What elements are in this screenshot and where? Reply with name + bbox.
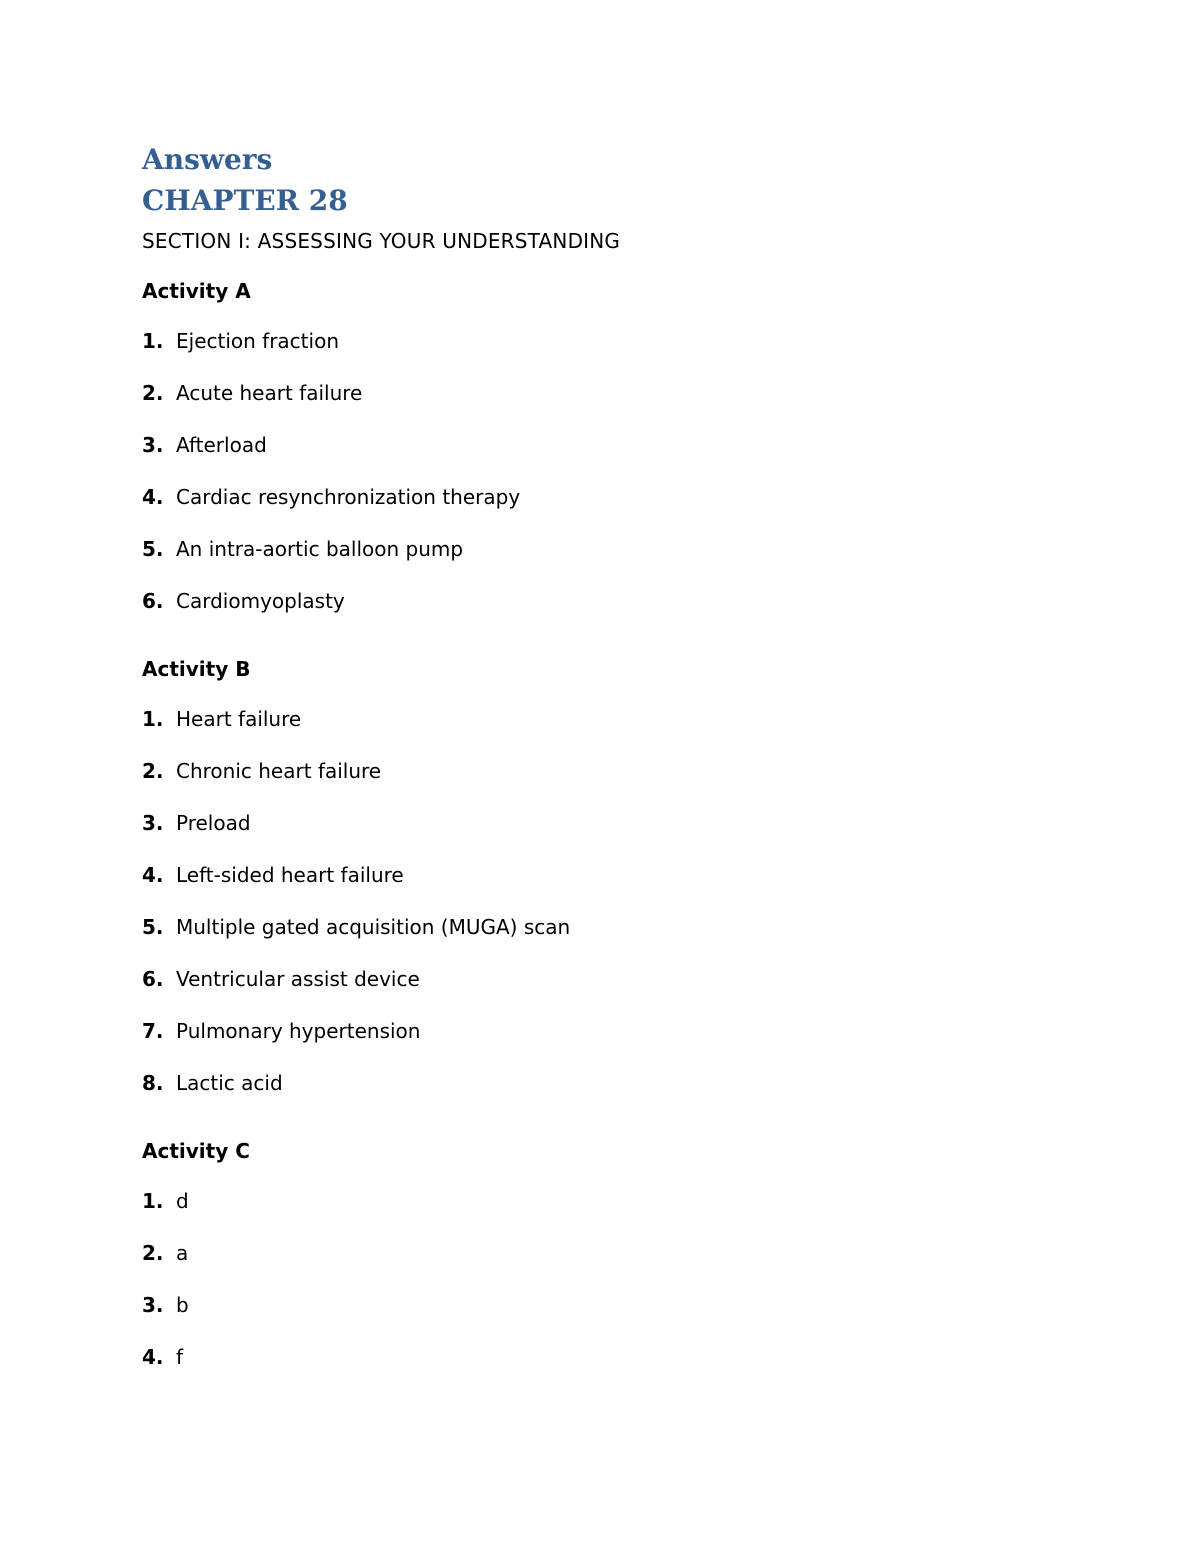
list-item bbox=[142, 1016, 1122, 1046]
item-text: f bbox=[176, 1345, 184, 1369]
item-text: Ventricular assist device bbox=[176, 967, 420, 991]
document-title: Answers bbox=[142, 143, 273, 176]
item-text: An intra-aortic balloon pump bbox=[176, 537, 464, 561]
list-item bbox=[142, 1342, 1122, 1372]
list-item bbox=[142, 704, 1122, 734]
activity-heading: Activity B bbox=[142, 657, 251, 681]
list-item bbox=[142, 378, 1122, 408]
item-number: 4. bbox=[142, 485, 164, 509]
list-item bbox=[142, 912, 1122, 942]
chapter-heading: CHAPTER 28 bbox=[142, 184, 348, 217]
item-text: Heart failure bbox=[176, 707, 302, 731]
list-item bbox=[142, 1290, 1122, 1320]
list-item bbox=[142, 756, 1122, 786]
activity-c bbox=[142, 1136, 1122, 1372]
item-number: 2. bbox=[142, 381, 164, 405]
item-number: 8. bbox=[142, 1071, 164, 1095]
list-item bbox=[142, 808, 1122, 838]
item-number: 4. bbox=[142, 863, 164, 887]
list-item bbox=[142, 482, 1122, 512]
list-item bbox=[142, 964, 1122, 994]
item-text: Pulmonary hypertension bbox=[176, 1019, 421, 1043]
item-text: Left-sided heart failure bbox=[176, 863, 404, 887]
item-number: 6. bbox=[142, 967, 164, 991]
item-text: Cardiac resynchronization therapy bbox=[176, 485, 521, 509]
answer-list bbox=[142, 326, 1122, 616]
item-number: 4. bbox=[142, 1345, 164, 1369]
item-text: d bbox=[176, 1189, 189, 1213]
item-number: 1. bbox=[142, 707, 164, 731]
list-item bbox=[142, 326, 1122, 356]
list-item bbox=[142, 1186, 1122, 1216]
list-item bbox=[142, 430, 1122, 460]
item-number: 1. bbox=[142, 329, 164, 353]
answer-list bbox=[142, 1186, 1122, 1372]
item-text: Chronic heart failure bbox=[176, 759, 382, 783]
item-number: 3. bbox=[142, 433, 164, 457]
item-text: Ejection fraction bbox=[176, 329, 339, 353]
item-text: Acute heart failure bbox=[176, 381, 363, 405]
list-item bbox=[142, 860, 1122, 890]
item-text: Afterload bbox=[176, 433, 267, 457]
item-text: Multiple gated acquisition (MUGA) scan bbox=[176, 915, 571, 939]
list-item bbox=[142, 586, 1122, 616]
item-text: Preload bbox=[176, 811, 251, 835]
activity-heading: Activity A bbox=[142, 279, 251, 303]
item-number: 6. bbox=[142, 589, 164, 613]
answer-list bbox=[142, 704, 1122, 1098]
list-item bbox=[142, 1068, 1122, 1098]
activity-b bbox=[142, 654, 1122, 1098]
item-number: 3. bbox=[142, 1293, 164, 1317]
activity-heading: Activity C bbox=[142, 1139, 250, 1163]
item-number: 3. bbox=[142, 811, 164, 835]
item-number: 5. bbox=[142, 537, 164, 561]
section-heading: SECTION I: ASSESSING YOUR UNDERSTANDING bbox=[142, 229, 621, 253]
item-text: Cardiomyoplasty bbox=[176, 589, 345, 613]
activity-a bbox=[142, 276, 1122, 616]
item-text: Lactic acid bbox=[176, 1071, 283, 1095]
list-item bbox=[142, 534, 1122, 564]
item-text: b bbox=[176, 1293, 189, 1317]
item-number: 5. bbox=[142, 915, 164, 939]
item-number: 2. bbox=[142, 1241, 164, 1265]
list-item bbox=[142, 1238, 1122, 1268]
item-number: 7. bbox=[142, 1019, 164, 1043]
item-number: 1. bbox=[142, 1189, 164, 1213]
item-text: a bbox=[176, 1241, 189, 1265]
item-number: 2. bbox=[142, 759, 164, 783]
document-page bbox=[142, 140, 1122, 1372]
